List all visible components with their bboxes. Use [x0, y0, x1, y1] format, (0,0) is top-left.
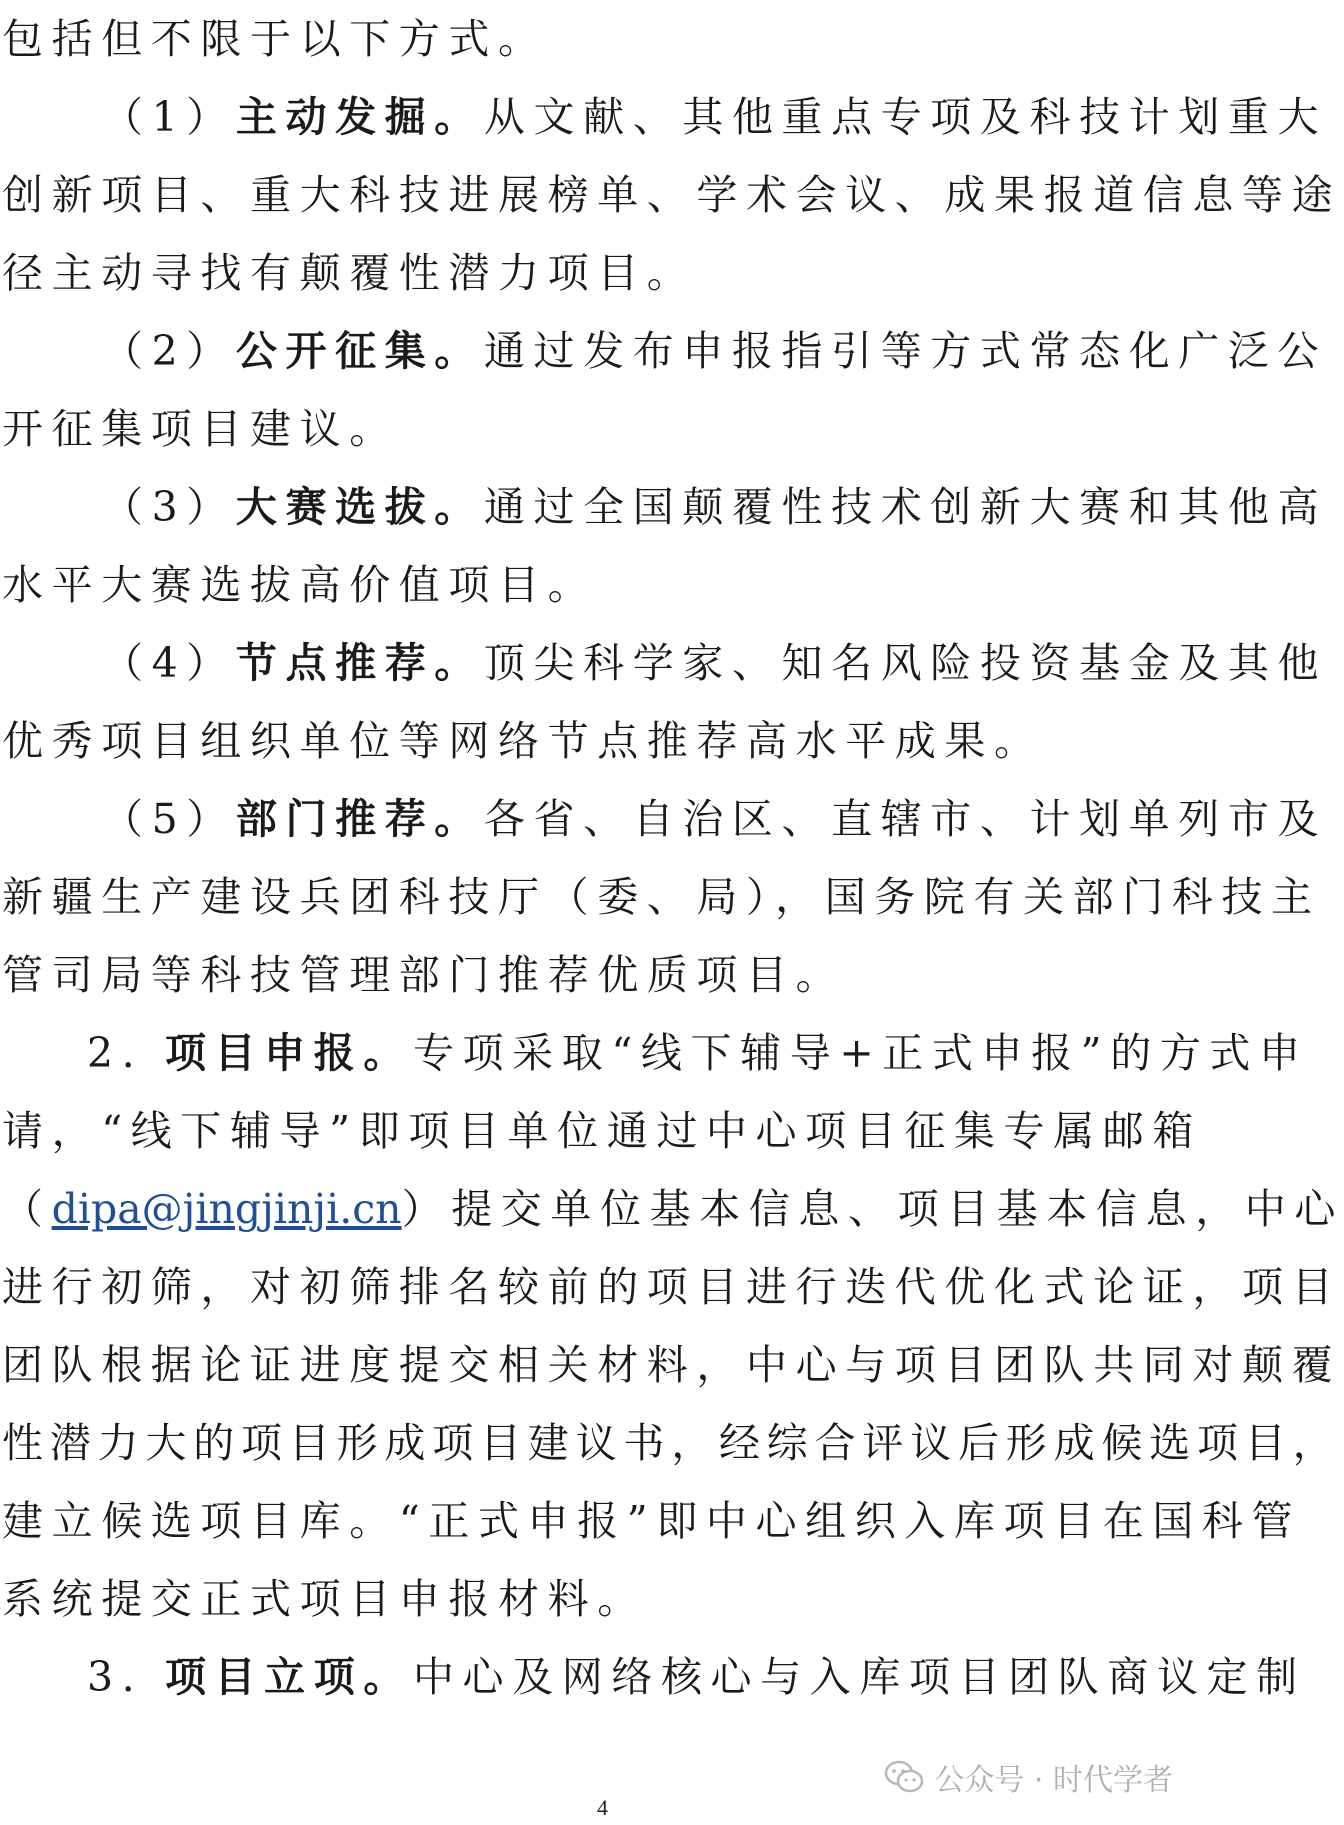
text-line: 创新项目、重大科技进展榜单、学术会议、成果报道信息等途 — [2, 171, 1342, 219]
text-line: 建立候选项目库。“正式申报”即中心组织入库项目在国科管 — [2, 1497, 1302, 1545]
text-line: （dipa@jingjinji.cn）提交单位基本信息、项目基本信息，中心 — [2, 1185, 1344, 1233]
text-line: 优秀项目组织单位等网络节点推荐高水平成果。 — [2, 717, 1044, 765]
watermark-text: 公众号 · 时代学者 — [934, 1763, 1173, 1798]
watermark — [884, 1755, 1173, 1799]
text-line: 性潜力大的项目形成项目建议书，经综合评议后形成候选项目， — [2, 1419, 1341, 1467]
text-line: 管司局等科技管理部门推荐优质项目。 — [2, 951, 846, 999]
text-line: 请，“线下辅导”即项目单位通过中心项目征集专属邮箱 — [2, 1107, 1202, 1155]
item-heading: 主动发掘。 — [235, 93, 484, 141]
document-body — [2, 0, 1344, 1716]
text-line: 包括但不限于以下方式。 — [2, 15, 548, 63]
text-line-item-5: （5）部门推荐。各省、自治区、直辖市、计划单列市及 — [102, 795, 1328, 843]
text-line-item-2: （2）公开征集。通过发布申报指引等方式常态化广泛公 — [102, 327, 1328, 375]
text-line: 进行初筛，对初筛排名较前的项目进行迭代优化式论证，项目 — [2, 1263, 1342, 1311]
text-line-item-1: （1）主动发掘。从文献、其他重点专项及科技计划重大 — [102, 93, 1328, 141]
section-heading: 项目立项。 — [164, 1653, 413, 1701]
text-line: 开征集项目建议。 — [2, 405, 399, 453]
item-heading: 大赛选拔。 — [235, 483, 484, 531]
text-line: 径主动寻找有颠覆性潜力项目。 — [2, 249, 697, 297]
page-number: 4 — [597, 1795, 608, 1820]
text-line: 系统提交正式项目申报材料。 — [2, 1575, 647, 1623]
text-line-section-2: 2. 项目申报。专项采取“线下辅导+正式申报”的方式申 — [87, 1029, 1309, 1077]
text-line: 新疆生产建设兵团科技厅（委、局），国务院有关部门科技主 — [2, 873, 1321, 921]
item-heading: 部门推荐。 — [235, 795, 484, 843]
text-line: 水平大赛选拔高价值项目。 — [2, 561, 598, 609]
item-heading: 公开征集。 — [235, 327, 484, 375]
text-line-item-3: （3）大赛选拔。通过全国颠覆性技术创新大赛和其他高 — [102, 483, 1328, 531]
email-link[interactable]: dipa@jingjinji.cn — [51, 1185, 402, 1233]
section-heading: 项目申报。 — [164, 1029, 413, 1077]
item-heading: 节点推荐。 — [235, 639, 484, 687]
text-line: 团队根据论证进度提交相关材料，中心与项目团队共同对颠覆 — [2, 1341, 1342, 1389]
text-line-section-3: 3. 项目立项。中心及网络核心与入库项目团队商议定制 — [87, 1653, 1306, 1701]
wechat-icon — [884, 1760, 924, 1794]
text-line-item-4: （4）节点推荐。顶尖科学家、知名风险投资基金及其他 — [102, 639, 1328, 687]
